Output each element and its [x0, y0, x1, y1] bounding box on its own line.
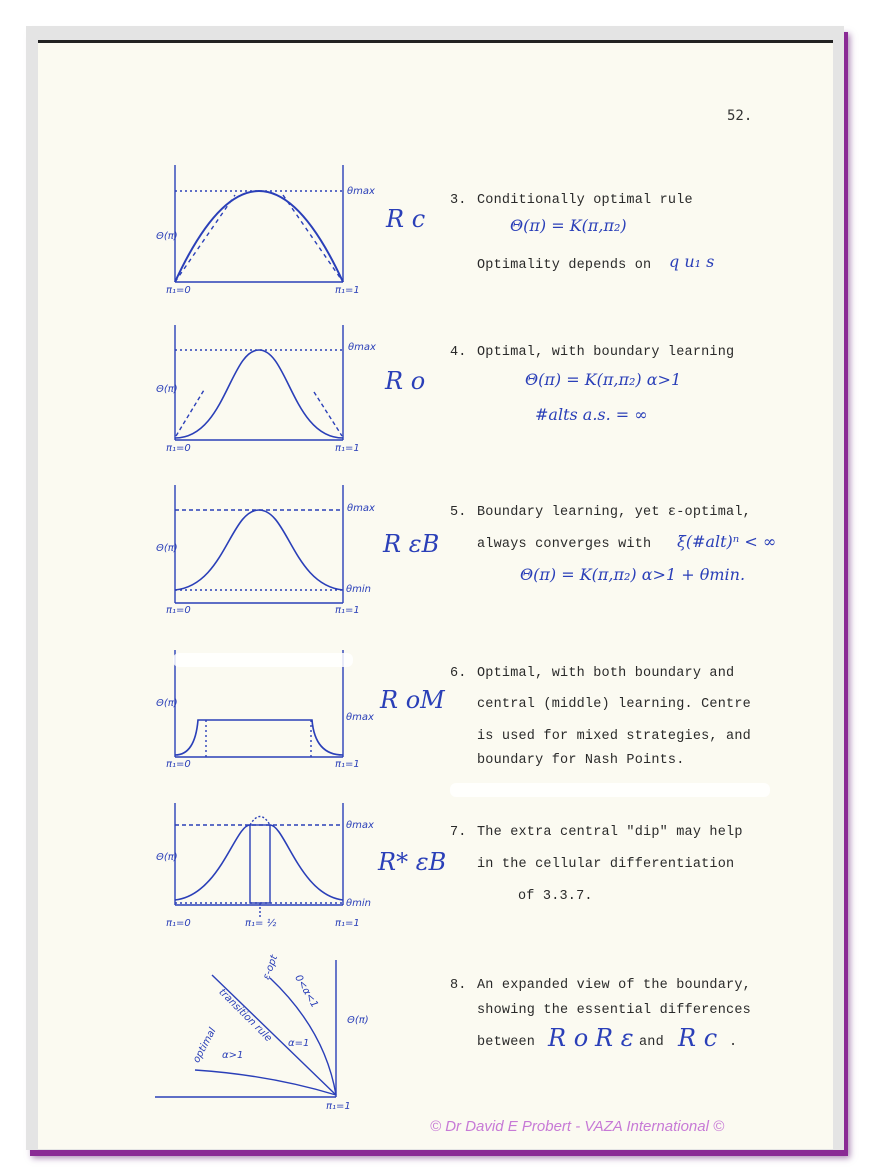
item-line: Boundary learning, yet ε-optimal,: [477, 505, 751, 520]
item-number: 8.: [450, 978, 467, 993]
graph-boundary: [155, 960, 336, 1097]
theta-pi-label: Θ(π): [156, 698, 178, 709]
item-line: Optimal, with both boundary and: [477, 666, 735, 681]
graph-ro: [175, 325, 343, 440]
item-line: The extra central "dip" may help: [477, 825, 743, 840]
item-formula: R ε: [595, 1024, 634, 1052]
item-formula: R o: [548, 1024, 589, 1052]
copyright-watermark: © Dr David E Probert - VAZA International ©: [430, 1118, 725, 1135]
theta-pi-label: Θ(π): [156, 384, 178, 395]
graph-reb: [175, 485, 343, 603]
item-number: 3.: [450, 193, 467, 208]
correction-fluid: [450, 783, 770, 797]
pi-zero-label: π₁=0: [166, 759, 191, 770]
item-line: showing the essential differences: [477, 1003, 751, 1018]
theta-max-label: θmax: [347, 186, 375, 197]
pi-one-label: π₁=1: [335, 759, 360, 770]
rule-label-rom: R oM: [380, 686, 445, 714]
pi-zero-label: π₁=0: [166, 918, 191, 929]
rule-label-reb-star: R* εB: [378, 848, 447, 876]
theta-min-label: θmin: [346, 584, 371, 595]
rule-label-reb: R εB: [383, 530, 440, 558]
item-number: 7.: [450, 825, 467, 840]
eps-opt-label: ε-opt: [261, 953, 281, 982]
theta-max-label: θmax: [346, 712, 374, 723]
item-line: Conditionally optimal rule: [477, 193, 693, 208]
item-line: and: [639, 1035, 664, 1050]
pi-one-label: π₁=1: [335, 285, 360, 296]
item-formula: q u₁ s: [669, 252, 715, 271]
alpha-eq1-label: α=1: [288, 1038, 310, 1049]
optimal-label: optimal: [191, 1026, 219, 1065]
item-line: An expanded view of the boundary,: [477, 978, 751, 993]
theta-max-label: θmax: [346, 820, 374, 831]
item-line: of 3.3.7.: [518, 889, 593, 904]
item-line: Optimal, with boundary learning: [477, 345, 735, 360]
theta-pi-label: Θ(π): [156, 852, 178, 863]
item-number: 4.: [450, 345, 467, 360]
item-formula: Θ(π) = K(π,π₂) α>1: [525, 370, 682, 389]
theta-pi-label: Θ(π): [347, 1015, 369, 1026]
item-line: between: [477, 1035, 536, 1050]
item-line: in the cellular differentiation: [477, 857, 735, 872]
item-formula: ξ(#alt)ⁿ < ∞: [677, 532, 777, 551]
transition-label: transition rule: [216, 986, 274, 1045]
pi-half-label: π₁= ½: [245, 918, 277, 929]
pi-zero-label: π₁=0: [166, 605, 191, 616]
item-formula: Θ(π) = K(π,π₂): [510, 216, 627, 235]
rule-label-rc: R c: [386, 205, 426, 233]
item-line: Optimality depends on: [477, 258, 652, 273]
correction-fluid: [173, 653, 353, 667]
alpha-range-label: 0<α<1: [292, 973, 320, 1010]
theta-pi-label: Θ(π): [156, 543, 178, 554]
theta-max-label: θmax: [348, 342, 376, 353]
item-line: boundary for Nash Points.: [477, 753, 685, 768]
item-formula: #alts a.s. = ∞: [535, 405, 648, 424]
rule-label-ro: R o: [385, 367, 426, 395]
alpha-gt1-label: α>1: [222, 1050, 244, 1061]
item-line: is used for mixed strategies, and: [477, 729, 751, 744]
item-line: .: [729, 1035, 738, 1050]
pi-zero-label: π₁=0: [166, 285, 191, 296]
pi-zero-label: π₁=0: [166, 443, 191, 454]
item-line: always converges with: [477, 537, 652, 552]
item-number: 5.: [450, 505, 467, 520]
pi-one-label: π₁=1: [335, 443, 360, 454]
theta-max-label: θmax: [347, 503, 375, 514]
theta-min-label: θmin: [346, 898, 371, 909]
theta-pi-label: Θ(π): [156, 231, 178, 242]
item-line: central (middle) learning. Centre: [477, 697, 751, 712]
pi-one-label: π₁=1: [326, 1101, 351, 1112]
graph-rc: [175, 165, 343, 282]
item-formula: R c: [678, 1024, 718, 1052]
graph-reb-star: [175, 803, 343, 918]
item-number: 6.: [450, 666, 467, 681]
page-number: 52.: [727, 108, 753, 124]
item-formula: Θ(π) = K(π,π₂) α>1 + θmin.: [520, 565, 746, 584]
pi-one-label: π₁=1: [335, 918, 360, 929]
pi-one-label: π₁=1: [335, 605, 360, 616]
